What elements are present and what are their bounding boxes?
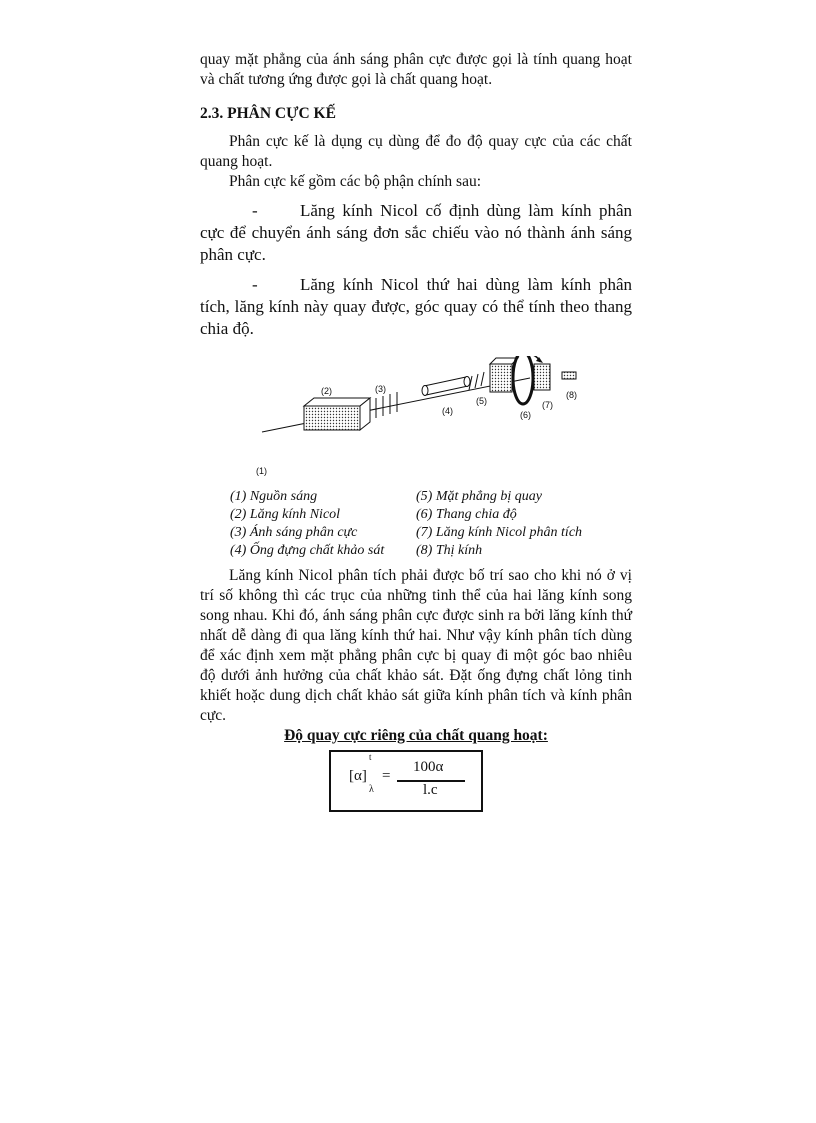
eyepiece	[562, 372, 576, 379]
figure-label: (8)	[566, 390, 577, 400]
bullet-dash: -	[252, 201, 258, 220]
bullet-dash: -	[252, 275, 258, 294]
bullet-text: Lăng kính Nicol cố định dùng làm kính phân cực để chuyển ánh sáng đơn sắc chiếu vào nó thành ánh sáng phân cực.	[200, 201, 632, 264]
formula-denominator: l.c	[423, 782, 438, 798]
figure-label: (1)	[256, 466, 267, 476]
legend-item: (3) Ánh sáng phân cực	[230, 525, 358, 540]
legend-row	[230, 542, 632, 560]
formula-equals: =	[382, 768, 391, 784]
figure-legend	[230, 488, 632, 560]
nicol-prism	[304, 398, 370, 430]
figure-label: (4)	[442, 406, 453, 416]
formula-numerator: 100α	[413, 759, 444, 775]
legend-item: (4) Ống đựng chất khảo sát	[230, 543, 385, 558]
formula-title: Độ quay cực riêng của chất quang hoạt:	[284, 727, 548, 744]
paragraph-definition: Phân cực kế là dụng cụ dùng để đo độ quay cực của các chất quang hoạt.	[200, 133, 632, 170]
specific-rotation-formula	[329, 750, 483, 812]
bullet-text: Lăng kính Nicol thứ hai dùng làm kính phân tích, lăng kính này quay được, góc quay có thể tính theo thang chia độ.	[200, 275, 632, 338]
legend-item: (8) Thị kính	[416, 543, 483, 558]
formula-superscript: t	[369, 752, 372, 762]
polarimeter-diagram	[200, 356, 632, 476]
analyzer-nicol	[490, 358, 550, 392]
figure-label: (5)	[476, 396, 487, 406]
paragraph-intro: quay mặt phẳng của ánh sáng phân cực được gọi là tính quang hoạt và chất tương ứng được gọi là chất quang hoạt.	[200, 51, 632, 88]
bullet-item	[200, 274, 632, 340]
polarimeter-diagram-svg	[200, 356, 632, 476]
legend-row	[230, 506, 632, 524]
figure-label: (2)	[321, 386, 332, 396]
paragraph-analyzer: Lăng kính Nicol phân tích phải được bố trí sao cho khi nó ở vị trí số không thì các trục của những tinh thể của hai lăng kính song song nhau. Khi đó, ánh sáng phân cực được sinh ra bởi lăng kính thứ nhất dễ dàng đi qua lăng kính thứ hai. Như vậy kính phân tích dùng để xác định xem mặt phẳng phân cực bị quay đi một góc bao nhiêu độ dưới ảnh hưởng của chất khảo sát. Đặt ống đựng chất lỏng tinh khiết hoặc dung dịch chất khảo sát giữa kính phân tích và kính phân cực.	[200, 567, 632, 724]
legend-item: (6) Thang chia độ	[416, 507, 517, 522]
bullet-item	[200, 200, 632, 266]
document-page	[200, 50, 632, 812]
legend-item: (5) Mặt phẳng bị quay	[416, 489, 542, 504]
sample-tube	[422, 377, 470, 396]
formula-lhs: [α]	[349, 768, 367, 784]
legend-row	[230, 488, 632, 506]
figure-label: (7)	[542, 400, 553, 410]
legend-item: (1) Nguồn sáng	[230, 489, 318, 504]
legend-item: (2) Lăng kính Nicol	[230, 507, 341, 522]
paragraph-components-intro: Phân cực kế gồm các bộ phận chính sau:	[229, 173, 482, 190]
figure-label: (6)	[520, 410, 531, 420]
legend-item: (7) Lăng kính Nicol phân tích	[416, 525, 583, 540]
formula-subscript: λ	[369, 784, 374, 795]
legend-row	[230, 524, 632, 542]
section-heading: 2.3. PHÂN CỰC KẾ	[200, 105, 336, 122]
figure-label: (3)	[375, 384, 386, 394]
